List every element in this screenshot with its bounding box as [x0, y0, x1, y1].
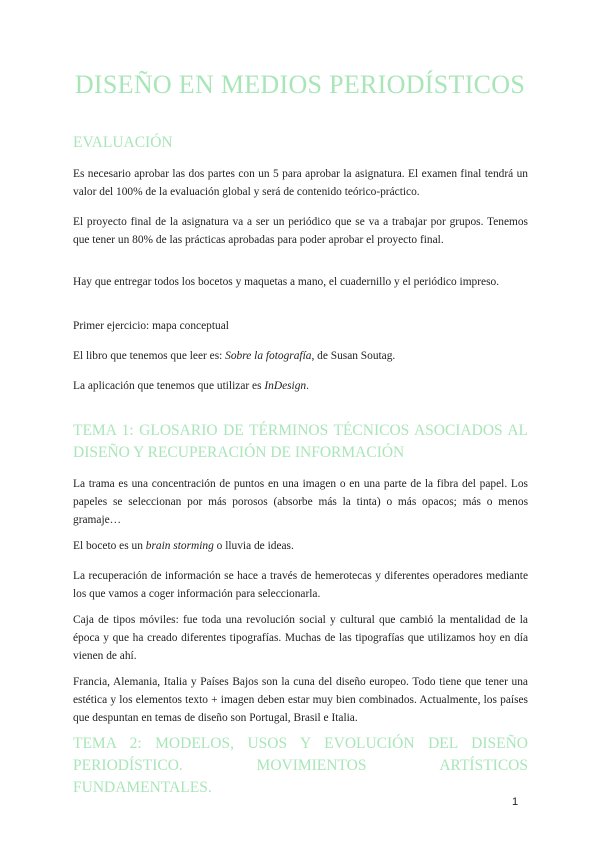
section-heading-tema-1: TEMA 1: GLOSARIO DE TÉRMINOS TÉCNICOS ASOCIADOS AL DISEÑO Y RECUPERACIÓN DE INFORMACIÓN: [73, 422, 528, 461]
section-heading-evaluacion: EVALUACIÓN: [73, 134, 173, 151]
brain-storming-term: brain storming: [145, 540, 214, 552]
paragraph-tema1-4: Caja de tipos móviles: fue toda una revolución social y cultural que cambió la mentalidad de la época y que ha creado diferentes tipografías. Muchas de las tipografías que utilizamos hoy en día vienen de ahí.: [73, 614, 528, 663]
app-sentence-start: La aplicación que tenemos que utilizar es: [73, 380, 265, 392]
paragraph-tema1-5: Francia, Alemania, Italia y Países Bajos son la cuna del diseño europeo. Todo tiene que tener una estética y los elementos texto + imagen deben estar muy bien combinados. Actualmente, los países que despuntan en temas de diseño son Portugal, Brasil e Italia.: [73, 676, 528, 725]
book-title: Sobre la fotografía: [225, 350, 312, 362]
paragraph-evaluacion-6: [73, 377, 528, 395]
paragraph-evaluacion-5: [73, 347, 528, 365]
paragraph-evaluacion-1: Es necesario aprobar las dos partes con un 5 para aprobar la asignatura. El examen final tendrá un valor del 100% de la evaluación global y será de contenido teórico-práctico.: [73, 168, 528, 199]
paragraph-evaluacion-3: Hay que entregar todos los bocetos y maquetas a mano, el cuadernillo y el periódico impreso.: [73, 276, 500, 288]
book-sentence-start: El libro que tenemos que leer es:: [73, 350, 226, 362]
paragraph-tema1-2: [73, 537, 528, 555]
app-name: InDesign: [264, 380, 307, 392]
paragraph-tema1-1: La trama es una concentración de puntos en una imagen o en una parte de la fibra del papel. Los papeles se seleccionan por más porosos (absorbe más la tinta) o más opacos; más o menos gramaje…: [73, 478, 528, 527]
paragraph-tema1-3: La recuperación de información se hace a través de hemerotecas y diferentes operadores mediante los que vamos a coger información para seleccionarla.: [73, 570, 528, 601]
boceto-sentence-end: o lluvia de ideas.: [213, 540, 294, 552]
app-sentence-end: .: [306, 380, 309, 392]
boceto-sentence-start: El boceto es un: [73, 540, 146, 552]
section-heading-tema-2: TEMA 2: MODELOS, USOS Y EVOLUCIÓN DEL DISEÑO PERIODÍSTICO. MOVIMIENTOS ARTÍSTICOS FUNDAMENTALES.: [73, 735, 528, 796]
paragraph-evaluacion-2: El proyecto final de la asignatura va a ser un periódico que se va a trabajar por grupos. Tenemos que tener un 80% de las prácticas aprobadas para poder aprobar el proyecto final.: [73, 216, 528, 247]
paragraph-evaluacion-4: Primer ejercicio: mapa conceptual: [73, 320, 229, 332]
document-title: DISEÑO EN MEDIOS PERIODÍSTICOS: [74, 70, 526, 99]
page-number: 1: [512, 796, 519, 808]
book-sentence-end: , de Susan Soutag.: [311, 350, 396, 362]
